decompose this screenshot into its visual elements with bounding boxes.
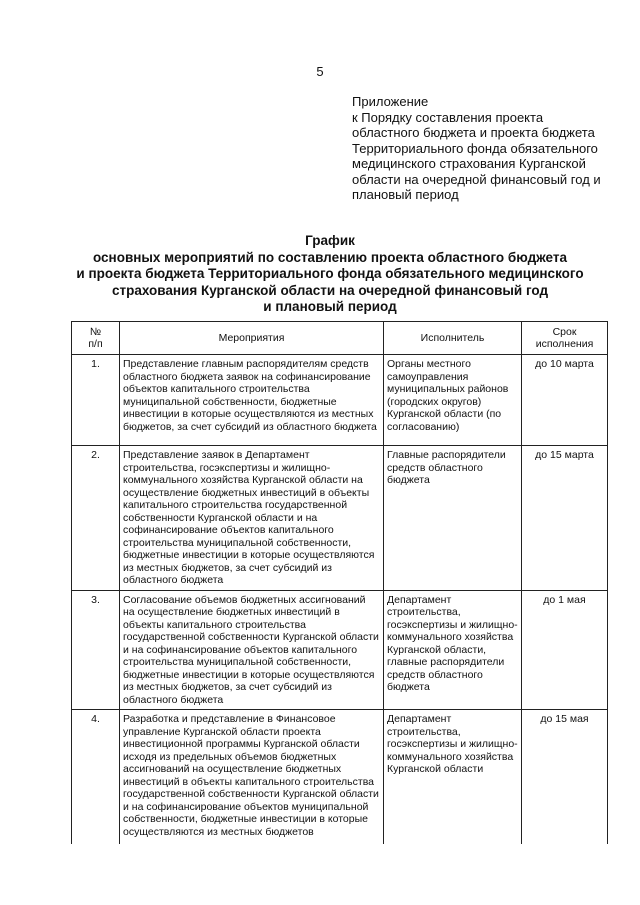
table-row — [72, 710, 608, 845]
row-executor: Органы местного самоуправления муниципальных районов (городских округов) Курганской области (по согласованию) — [384, 355, 522, 446]
header-activity: Мероприятия — [120, 322, 384, 355]
title-line: и проекта бюджета Территориального фонда обязательного медицинского — [76, 266, 584, 281]
row-activity: Представление главным распорядителям средств областного бюджета заявок на софинансирование объектов капитального строительства муниципальной собственности, бюджетные инвестиции в которые осуществляются из местных бюджетов, за счет субсидий из областного бюджета — [120, 355, 384, 446]
header-executor: Исполнитель — [384, 322, 522, 355]
page-number: 5 — [316, 64, 324, 79]
row-activity: Представление заявок в Департамент строительства, госэкспертизы и жилищно-коммунального хозяйства Курганской области на осуществление бюджетных инвестиций в объекты капитального строительства государственной собственности Курганской области и на софинансирование объектов капитального строительства муниципальной собственности, бюджетные инвестиции в которые осуществляются из местных бюджетов, за счет субсидий из областного бюджета — [120, 446, 384, 591]
table-row — [72, 446, 608, 591]
header-num: № п/п — [72, 322, 120, 355]
row-executor: Департамент строительства, госэкспертизы и жилищно-коммунального хозяйства Курганской области — [384, 710, 522, 845]
row-executor: Главные распорядители средств областного бюджета — [384, 446, 522, 591]
row-term: до 10 марта — [522, 355, 608, 446]
table-row — [72, 590, 608, 710]
title-line: и плановый период — [263, 299, 397, 314]
row-num: 3. — [72, 590, 120, 710]
appendix-line: области на очередной финансовый год и — [352, 171, 601, 187]
title-line: страхования Курганской области на очередной финансовый год — [111, 282, 549, 298]
row-num: 4. — [72, 710, 120, 845]
appendix-line: Территориального фонда обязательного — [352, 140, 598, 156]
row-activity: Согласование объемов бюджетных ассигнований на осуществление бюджетных инвестиций в объекты капитального строительства государственной собственности Курганской области и на софинансирование объектов капитального строительства муниципальной собственности, бюджетные инвестиции в которые осуществляются из местных бюджетов, за счет субсидий из областного бюджета — [120, 590, 384, 710]
appendix-line: Приложение — [352, 94, 429, 109]
table-header-row — [72, 322, 608, 355]
row-num: 1. — [72, 355, 120, 446]
document-title — [40, 233, 620, 316]
row-activity: Разработка и представление в Финансовое управление Курганской области проекта инвестиционной программы Курганской области исходя из предельных объемов бюджетных ассигнований на осуществление бюджетных инвестиций в объекты капитального строительства государственной собственности Курганской области и на софинансирование объектов муниципальной собственности, бюджетные инвестиции в которые осуществляются из местных бюджетов — [120, 710, 384, 845]
appendix-line: плановый период — [352, 187, 459, 202]
row-term: до 1 мая — [522, 590, 608, 710]
appendix-line: медицинского страхования Курганской — [352, 156, 586, 171]
appendix-block — [352, 94, 612, 203]
table-row — [72, 355, 608, 446]
row-executor: Департамент строительства, госэкспертизы и жилищно-коммунального хозяйства Курганской области, главные распорядители средств областного бюджета — [384, 590, 522, 710]
title-heading: График — [305, 233, 355, 248]
title-line: основных мероприятий по составлению проекта областного бюджета — [92, 249, 568, 265]
appendix-line: к Порядку составления проекта — [352, 109, 544, 125]
row-num: 2. — [72, 446, 120, 591]
row-term: до 15 марта — [522, 446, 608, 591]
header-term: Срок исполнения — [522, 322, 608, 355]
schedule-table — [71, 321, 608, 844]
row-term: до 15 мая — [522, 710, 608, 845]
appendix-line: областного бюджета и проекта бюджета — [352, 125, 595, 140]
